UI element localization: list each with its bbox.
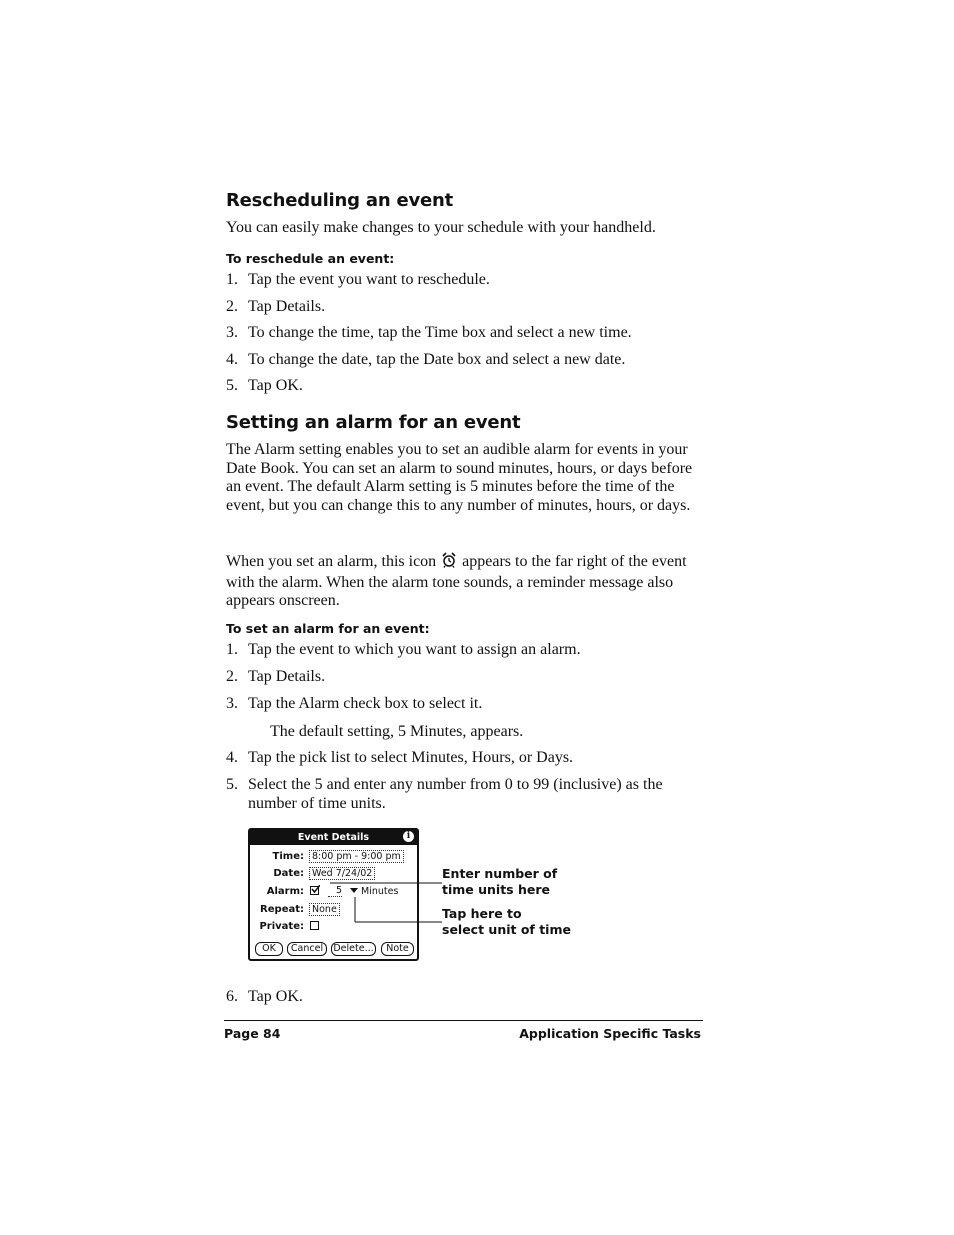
procedure-title-reschedule: To reschedule an event: — [226, 251, 395, 266]
step-number: 4. — [226, 351, 238, 368]
time-label: Time: — [272, 851, 304, 862]
step-number: 1. — [226, 641, 238, 658]
step-text: Tap the pick list to select Minutes, Hours, or Days. — [248, 749, 574, 766]
step-number: 3. — [226, 324, 238, 341]
section-heading-alarm: Setting an alarm for an event — [226, 412, 521, 433]
alarm-checkbox[interactable] — [310, 886, 319, 898]
alarm-clock-icon — [442, 552, 456, 574]
alarm-description: The Alarm setting enables you to set an audible alarm for events in your Date Book. You can set an alarm to sound minutes, hours, or days before an event. The default Alarm setting is 5 minutes before the time of the event, but you can change this to any number of minutes, hours, or days. — [226, 441, 693, 514]
step-number: 5. — [226, 377, 238, 394]
date-field[interactable]: Wed 7/24/02 — [309, 867, 375, 880]
step-text: Tap the Alarm check box to select it. — [248, 695, 483, 712]
step-number: 5. — [226, 776, 238, 793]
step-text: Tap OK. — [248, 988, 303, 1005]
alarm-label: Alarm: — [266, 886, 304, 897]
callout-unit — [442, 906, 571, 937]
step-text: Tap OK. — [248, 377, 303, 394]
section-heading-rescheduling: Rescheduling an event — [226, 190, 454, 211]
step-number: 2. — [226, 298, 238, 315]
step-text: Select the 5 and enter any number from 0 to 99 (inclusive) as the number of time units. — [248, 776, 663, 812]
time-field[interactable]: 8:00 pm - 9:00 pm — [309, 850, 404, 863]
alarm-number-field[interactable]: 5 — [328, 885, 342, 897]
checkbox-checked-icon — [310, 886, 319, 895]
dialog-title: Event Details — [250, 830, 417, 845]
step-text: Tap Details. — [248, 668, 326, 685]
repeat-label: Repeat: — [260, 904, 304, 915]
private-checkbox[interactable] — [310, 921, 319, 933]
step-text: Tap Details. — [248, 298, 326, 315]
footer-divider — [224, 1020, 703, 1021]
section-intro: You can easily make changes to your schedule with your handheld. — [226, 219, 656, 236]
step-text: To change the date, tap the Date box and select a new date. — [248, 351, 626, 368]
cancel-button[interactable]: Cancel — [287, 942, 327, 956]
step-number: 6. — [226, 988, 238, 1005]
alarm-unit-value: Minutes — [361, 886, 399, 897]
callout-unit-line2: select unit of time — [442, 921, 571, 937]
alarm-icon-text-after: appears to the far right of the event with the alarm. When the alarm tone sounds, a reminder message also appears onscreen. — [226, 553, 687, 610]
note-button[interactable]: Note — [381, 942, 414, 956]
alarm-icon-text-before: When you set an alarm, this icon — [226, 553, 437, 570]
ok-button[interactable]: OK — [255, 942, 283, 956]
callout-unit-line1: Tap here to — [442, 906, 522, 921]
procedure-title-alarm: To set an alarm for an event: — [226, 621, 430, 636]
callout-leader-lines — [320, 875, 445, 925]
step-number: 4. — [226, 749, 238, 766]
callout-number — [442, 866, 557, 897]
private-label: Private: — [259, 921, 304, 932]
step-text: Tap the event you want to reschedule. — [248, 271, 490, 288]
step-number: 1. — [226, 271, 238, 288]
repeat-field[interactable]: None — [309, 903, 340, 916]
callout-number-line1: Enter number of — [442, 866, 558, 881]
step-number: 3. — [226, 695, 238, 712]
alarm-icon-paragraph — [226, 552, 704, 611]
step-text: Tap the event to which you want to assign an alarm. — [248, 641, 581, 658]
date-label: Date: — [273, 868, 304, 879]
page-number: Page 84 — [224, 1026, 281, 1041]
chapter-title: Application Specific Tasks — [519, 1026, 701, 1041]
checkbox-unchecked-icon — [310, 921, 319, 930]
step-number: 2. — [226, 668, 238, 685]
step-note: The default setting, 5 Minutes, appears. — [270, 723, 524, 740]
delete-button[interactable]: Delete... — [331, 942, 376, 956]
info-icon[interactable]: i — [403, 831, 414, 842]
list-item — [226, 776, 704, 814]
step-text: To change the time, tap the Time box and select a new time. — [248, 324, 632, 341]
callout-number-line2: time units here — [442, 881, 550, 897]
